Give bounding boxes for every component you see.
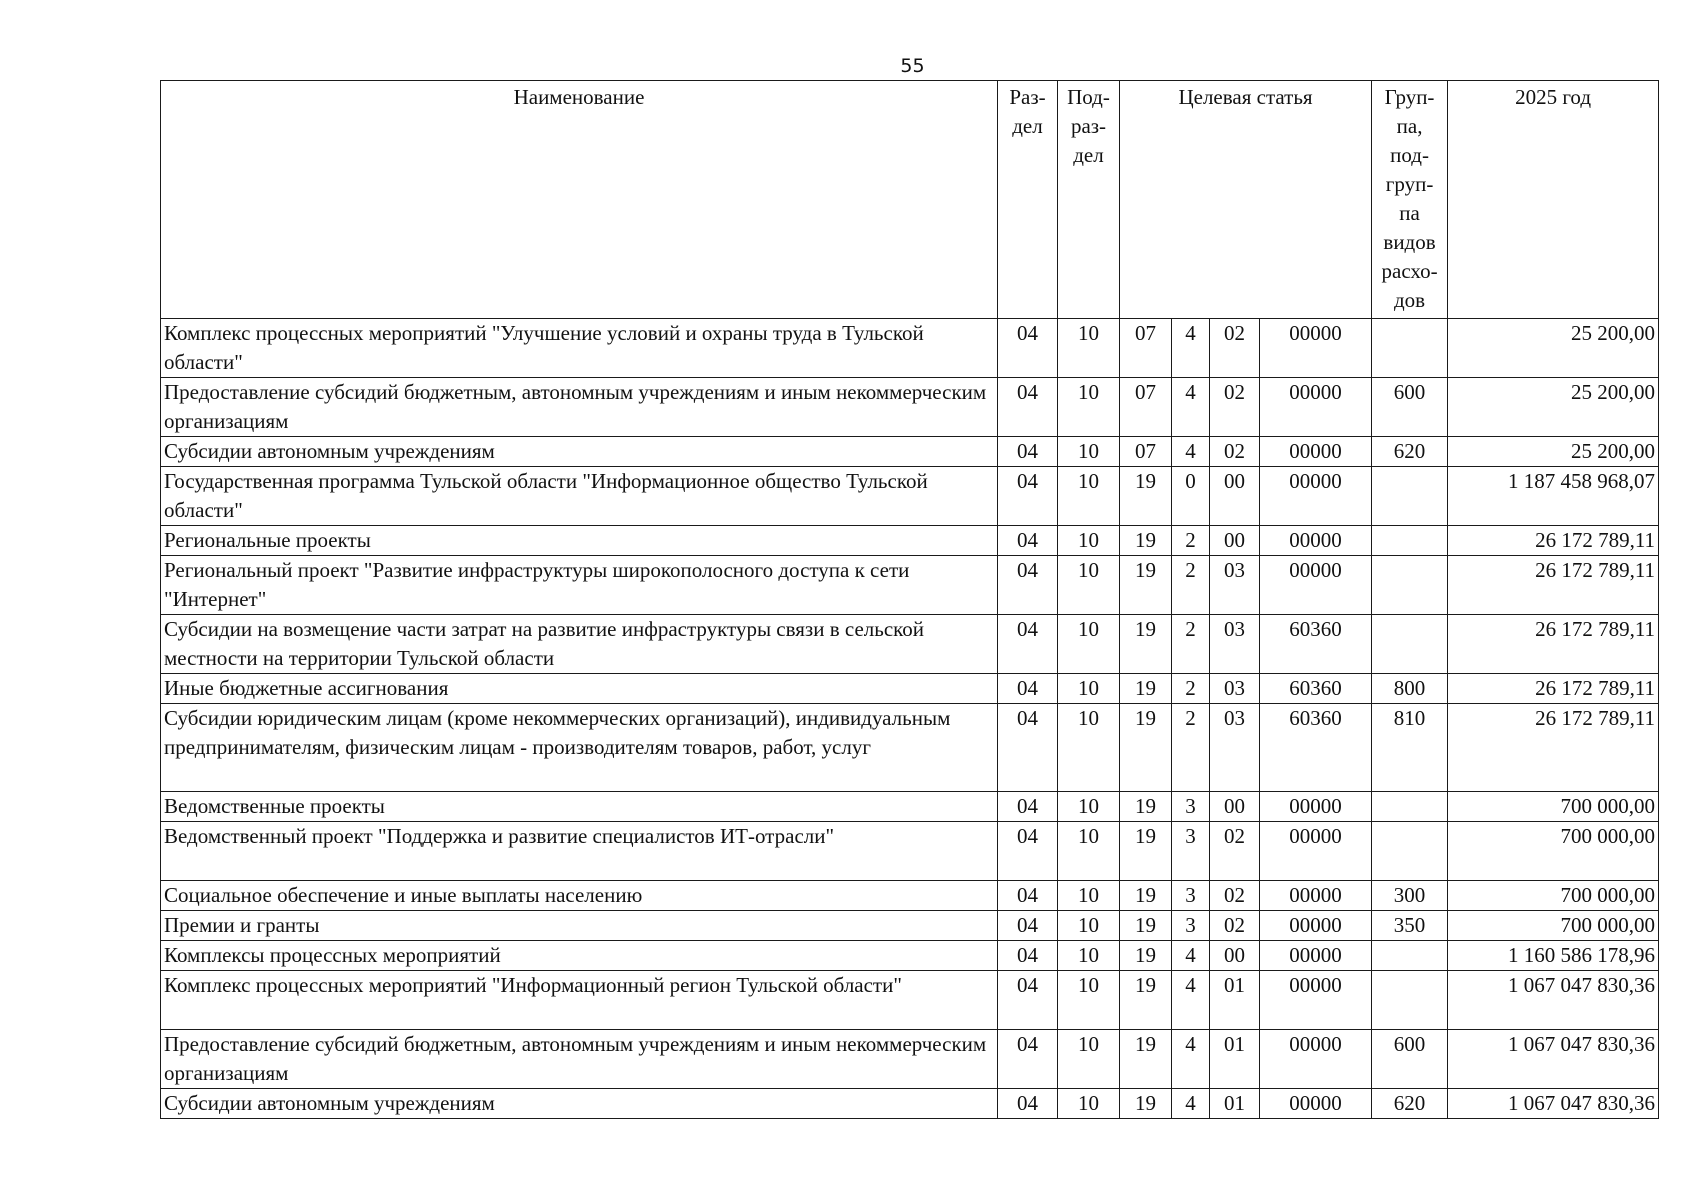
- row-target-program: 19: [1120, 911, 1172, 941]
- row-amount: 1 067 047 830,36: [1448, 1089, 1659, 1119]
- row-target-program: 19: [1120, 467, 1172, 526]
- row-razdel: 04: [998, 881, 1058, 911]
- row-razdel: 04: [998, 822, 1058, 881]
- header-razdel-line: Раз-: [1009, 85, 1046, 109]
- row-expense-type: [1372, 792, 1448, 822]
- row-target-type: 4: [1172, 1089, 1210, 1119]
- row-amount: 25 200,00: [1448, 437, 1659, 467]
- row-target-direction: 00000: [1260, 792, 1372, 822]
- row-expense-type: 350: [1372, 911, 1448, 941]
- row-target-direction: 00000: [1260, 1030, 1372, 1089]
- row-name: Субсидии на возмещение части затрат на развитие инфраструктуры связи в сельской местности на территории Тульской области: [161, 615, 998, 674]
- row-target-type: 3: [1172, 881, 1210, 911]
- row-target-type: 4: [1172, 1030, 1210, 1089]
- row-name: Субсидии автономным учреждениям: [161, 1089, 998, 1119]
- row-target-structure: 00: [1210, 467, 1260, 526]
- row-name: Государственная программа Тульской области "Информационное общество Тульской области": [161, 467, 998, 526]
- row-target-type: 4: [1172, 971, 1210, 1030]
- row-target-direction: 60360: [1260, 704, 1372, 792]
- row-expense-type: [1372, 319, 1448, 378]
- header-razdel-line: дел: [1012, 114, 1043, 138]
- header-row: [161, 81, 1659, 319]
- table-row: [161, 971, 1659, 1030]
- row-target-type: 2: [1172, 674, 1210, 704]
- row-target-structure: 02: [1210, 881, 1260, 911]
- row-podrazdel: 10: [1058, 674, 1120, 704]
- header-group-line: расхо-: [1381, 259, 1438, 283]
- row-razdel: 04: [998, 971, 1058, 1030]
- row-target-direction: 00000: [1260, 556, 1372, 615]
- row-target-type: 0: [1172, 467, 1210, 526]
- row-expense-type: [1372, 556, 1448, 615]
- header-group: [1372, 81, 1448, 319]
- header-group-line: па,: [1396, 114, 1423, 138]
- row-podrazdel: 10: [1058, 319, 1120, 378]
- page-number: 55: [900, 55, 925, 77]
- row-target-type: 3: [1172, 822, 1210, 881]
- row-expense-type: 810: [1372, 704, 1448, 792]
- header-group-line: па: [1399, 201, 1420, 225]
- row-amount: 25 200,00: [1448, 378, 1659, 437]
- table-row: [161, 437, 1659, 467]
- row-target-direction: 00000: [1260, 911, 1372, 941]
- row-razdel: 04: [998, 674, 1058, 704]
- header-podrazdel-line: Под-: [1067, 85, 1110, 109]
- row-amount: 700 000,00: [1448, 911, 1659, 941]
- row-podrazdel: 10: [1058, 378, 1120, 437]
- row-target-type: 4: [1172, 437, 1210, 467]
- table-row: [161, 1089, 1659, 1119]
- row-name: Премии и гранты: [161, 911, 998, 941]
- table-row: [161, 941, 1659, 971]
- row-target-program: 19: [1120, 556, 1172, 615]
- row-target-type: 2: [1172, 526, 1210, 556]
- table-row: [161, 792, 1659, 822]
- row-target-structure: 02: [1210, 378, 1260, 437]
- row-name: Иные бюджетные ассигнования: [161, 674, 998, 704]
- header-year: 2025 год: [1448, 81, 1659, 319]
- row-target-structure: 00: [1210, 526, 1260, 556]
- row-target-structure: 03: [1210, 704, 1260, 792]
- row-amount: 26 172 789,11: [1448, 615, 1659, 674]
- table-row: [161, 467, 1659, 526]
- row-target-structure: 03: [1210, 674, 1260, 704]
- row-razdel: 04: [998, 467, 1058, 526]
- row-target-program: 19: [1120, 971, 1172, 1030]
- row-name: Субсидии юридическим лицам (кроме некоммерческих организаций), индивидуальным предпринимателям, физическим лицам - производителям товаров, работ, услуг: [161, 704, 998, 792]
- row-target-type: 2: [1172, 704, 1210, 792]
- row-target-direction: 00000: [1260, 822, 1372, 881]
- row-amount: 26 172 789,11: [1448, 674, 1659, 704]
- table-row: [161, 526, 1659, 556]
- row-target-type: 3: [1172, 792, 1210, 822]
- row-target-program: 19: [1120, 1030, 1172, 1089]
- row-name: Региональные проекты: [161, 526, 998, 556]
- header-podrazdel-line: раз-: [1070, 114, 1107, 138]
- row-target-direction: 00000: [1260, 941, 1372, 971]
- row-target-program: 19: [1120, 526, 1172, 556]
- row-razdel: 04: [998, 704, 1058, 792]
- row-target-program: 19: [1120, 1089, 1172, 1119]
- row-podrazdel: 10: [1058, 437, 1120, 467]
- row-expense-type: [1372, 941, 1448, 971]
- row-podrazdel: 10: [1058, 941, 1120, 971]
- row-expense-type: [1372, 526, 1448, 556]
- row-name: Субсидии автономным учреждениям: [161, 437, 998, 467]
- row-target-program: 07: [1120, 437, 1172, 467]
- row-razdel: 04: [998, 556, 1058, 615]
- row-amount: 1 067 047 830,36: [1448, 1030, 1659, 1089]
- row-expense-type: 300: [1372, 881, 1448, 911]
- row-target-structure: 02: [1210, 822, 1260, 881]
- row-name: Ведомственный проект "Поддержка и развитие специалистов ИТ-отрасли": [161, 822, 998, 881]
- row-target-program: 07: [1120, 319, 1172, 378]
- row-target-direction: 00000: [1260, 319, 1372, 378]
- row-expense-type: [1372, 971, 1448, 1030]
- row-target-type: 4: [1172, 378, 1210, 437]
- row-amount: 26 172 789,11: [1448, 556, 1659, 615]
- row-target-structure: 00: [1210, 792, 1260, 822]
- row-target-direction: 60360: [1260, 674, 1372, 704]
- row-expense-type: 620: [1372, 1089, 1448, 1119]
- table-row: [161, 319, 1659, 378]
- row-target-structure: 02: [1210, 319, 1260, 378]
- row-razdel: 04: [998, 437, 1058, 467]
- row-target-program: 19: [1120, 674, 1172, 704]
- table-row: [161, 822, 1659, 881]
- table-row: [161, 674, 1659, 704]
- table-row: [161, 911, 1659, 941]
- row-target-program: 19: [1120, 704, 1172, 792]
- row-podrazdel: 10: [1058, 1089, 1120, 1119]
- row-podrazdel: 10: [1058, 1030, 1120, 1089]
- row-target-program: 19: [1120, 615, 1172, 674]
- row-name: Социальное обеспечение и иные выплаты населению: [161, 881, 998, 911]
- row-razdel: 04: [998, 792, 1058, 822]
- row-amount: 26 172 789,11: [1448, 526, 1659, 556]
- table-row: [161, 704, 1659, 792]
- header-target: Целевая статья: [1120, 81, 1372, 319]
- row-target-structure: 01: [1210, 971, 1260, 1030]
- row-razdel: 04: [998, 615, 1058, 674]
- header-group-line: дов: [1393, 288, 1426, 312]
- row-razdel: 04: [998, 941, 1058, 971]
- row-podrazdel: 10: [1058, 911, 1120, 941]
- row-target-program: 19: [1120, 822, 1172, 881]
- row-podrazdel: 10: [1058, 792, 1120, 822]
- row-target-structure: 00: [1210, 941, 1260, 971]
- row-amount: 700 000,00: [1448, 881, 1659, 911]
- row-target-type: 3: [1172, 911, 1210, 941]
- row-target-type: 4: [1172, 941, 1210, 971]
- row-expense-type: 600: [1372, 1030, 1448, 1089]
- row-podrazdel: 10: [1058, 822, 1120, 881]
- row-expense-type: 600: [1372, 378, 1448, 437]
- row-podrazdel: 10: [1058, 881, 1120, 911]
- row-target-program: 07: [1120, 378, 1172, 437]
- row-target-structure: 03: [1210, 556, 1260, 615]
- table-row: [161, 556, 1659, 615]
- row-expense-type: [1372, 615, 1448, 674]
- row-target-program: 19: [1120, 792, 1172, 822]
- row-target-type: 4: [1172, 319, 1210, 378]
- header-group-line: Груп-: [1384, 85, 1435, 109]
- row-target-direction: 00000: [1260, 971, 1372, 1030]
- row-target-direction: 00000: [1260, 467, 1372, 526]
- row-target-type: 2: [1172, 615, 1210, 674]
- row-podrazdel: 10: [1058, 467, 1120, 526]
- row-name: Региональный проект "Развитие инфраструктуры широкополосного доступа к сети "Интернет": [161, 556, 998, 615]
- row-name: Комплекс процессных мероприятий "Информационный регион Тульской области": [161, 971, 998, 1030]
- row-target-program: 19: [1120, 881, 1172, 911]
- row-target-direction: 00000: [1260, 378, 1372, 437]
- row-target-direction: 00000: [1260, 437, 1372, 467]
- row-target-structure: 01: [1210, 1030, 1260, 1089]
- row-name: Комплекс процессных мероприятий "Улучшение условий и охраны труда в Тульской области": [161, 319, 998, 378]
- row-amount: 700 000,00: [1448, 792, 1659, 822]
- row-razdel: 04: [998, 911, 1058, 941]
- row-expense-type: 800: [1372, 674, 1448, 704]
- row-podrazdel: 10: [1058, 526, 1120, 556]
- row-target-structure: 01: [1210, 1089, 1260, 1119]
- row-podrazdel: 10: [1058, 971, 1120, 1030]
- row-amount: 25 200,00: [1448, 319, 1659, 378]
- row-expense-type: [1372, 822, 1448, 881]
- row-amount: 700 000,00: [1448, 822, 1659, 881]
- row-razdel: 04: [998, 378, 1058, 437]
- row-target-structure: 02: [1210, 437, 1260, 467]
- row-target-direction: 00000: [1260, 881, 1372, 911]
- row-razdel: 04: [998, 1030, 1058, 1089]
- row-target-structure: 03: [1210, 615, 1260, 674]
- row-podrazdel: 10: [1058, 704, 1120, 792]
- row-target-direction: 00000: [1260, 526, 1372, 556]
- row-expense-type: 620: [1372, 437, 1448, 467]
- row-podrazdel: 10: [1058, 615, 1120, 674]
- header-group-line: груп-: [1385, 172, 1434, 196]
- row-amount: 1 187 458 968,07: [1448, 467, 1659, 526]
- budget-table: [160, 80, 1659, 1119]
- row-name: Ведомственные проекты: [161, 792, 998, 822]
- row-name: Предоставление субсидий бюджетным, автономным учреждениям и иным некоммерческим организациям: [161, 378, 998, 437]
- row-target-structure: 02: [1210, 911, 1260, 941]
- header-group-line: видов: [1383, 230, 1436, 254]
- row-razdel: 04: [998, 319, 1058, 378]
- header-razdel: [998, 81, 1058, 319]
- row-target-direction: 00000: [1260, 1089, 1372, 1119]
- row-name: Комплексы процессных мероприятий: [161, 941, 998, 971]
- row-target-type: 2: [1172, 556, 1210, 615]
- row-amount: 26 172 789,11: [1448, 704, 1659, 792]
- table-row: [161, 615, 1659, 674]
- row-razdel: 04: [998, 526, 1058, 556]
- row-name: Предоставление субсидий бюджетным, автономным учреждениям и иным некоммерческим организациям: [161, 1030, 998, 1089]
- row-target-direction: 60360: [1260, 615, 1372, 674]
- row-expense-type: [1372, 467, 1448, 526]
- header-name: Наименование: [161, 81, 998, 319]
- table-row: [161, 1030, 1659, 1089]
- row-podrazdel: 10: [1058, 556, 1120, 615]
- header-group-line: под-: [1390, 143, 1429, 167]
- table-row: [161, 378, 1659, 437]
- table-row: [161, 881, 1659, 911]
- row-amount: 1 160 586 178,96: [1448, 941, 1659, 971]
- row-razdel: 04: [998, 1089, 1058, 1119]
- row-amount: 1 067 047 830,36: [1448, 971, 1659, 1030]
- header-podrazdel-line: дел: [1073, 143, 1104, 167]
- row-target-program: 19: [1120, 941, 1172, 971]
- header-podrazdel: [1058, 81, 1120, 319]
